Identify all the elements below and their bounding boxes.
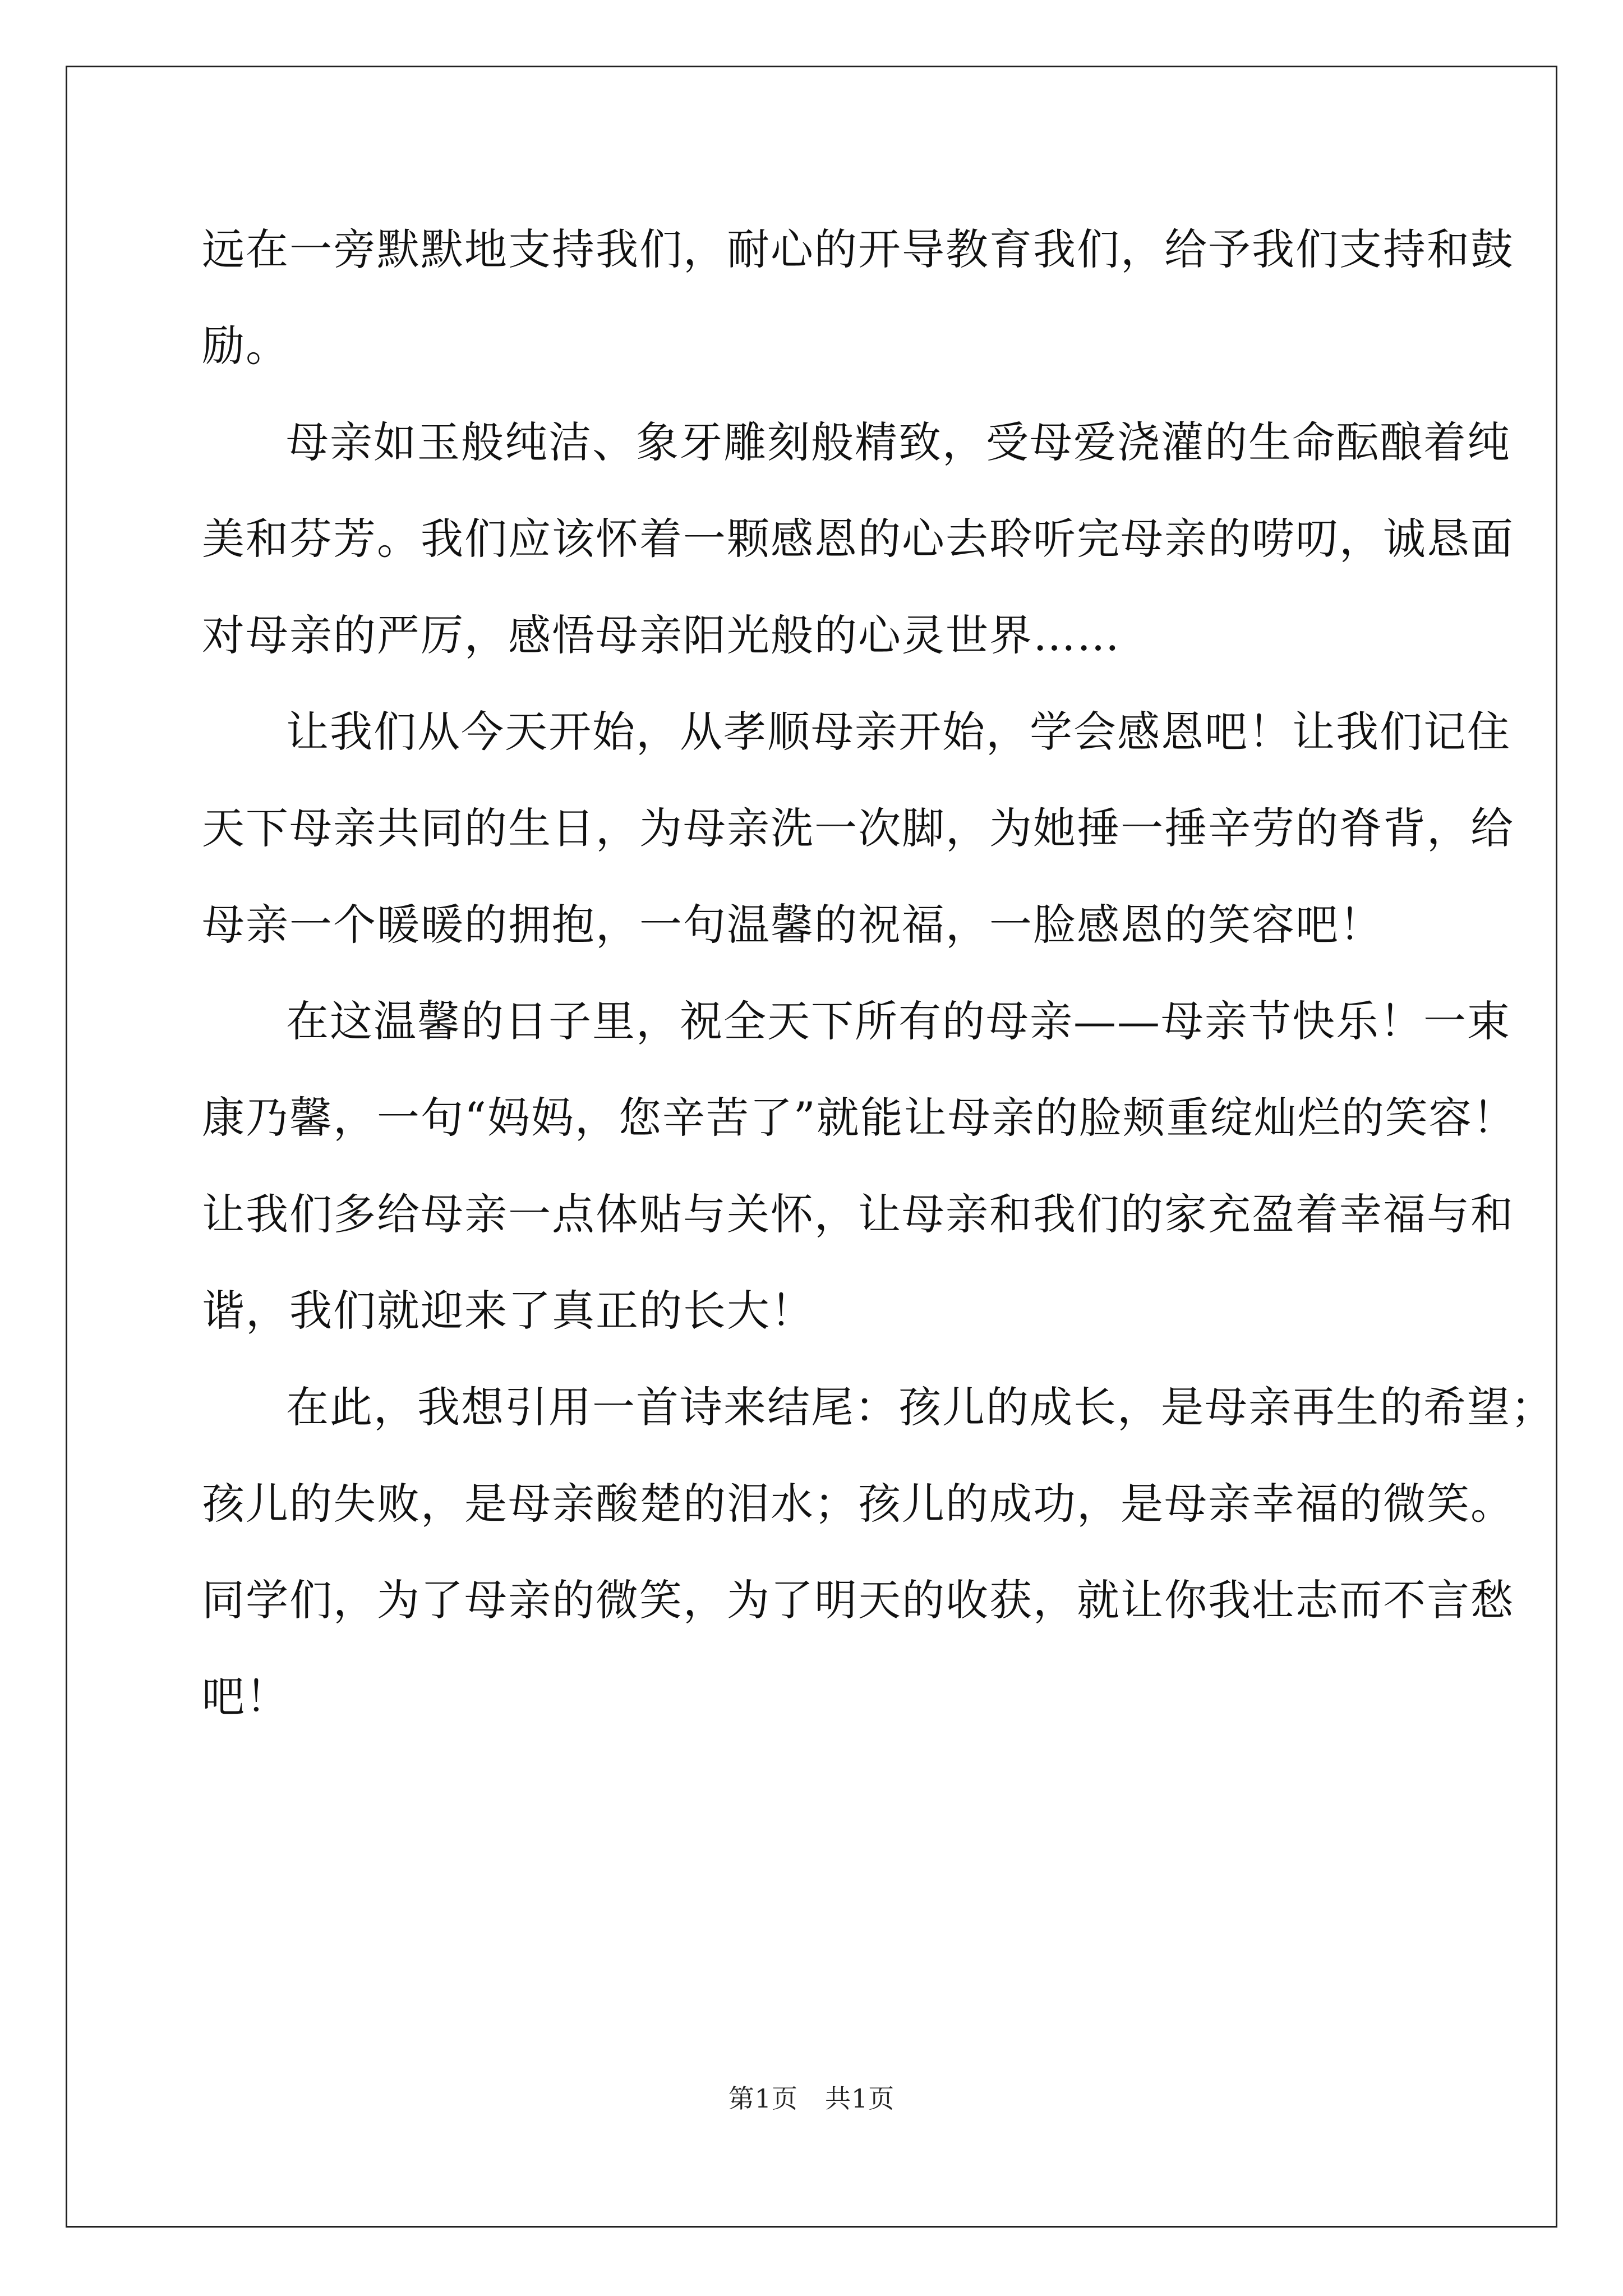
paragraph-start-line: 在此，我想引用一首诗来结尾：孩儿的成长，是母亲再生的希望； bbox=[286, 1382, 1555, 1432]
text-line: 让我们多给母亲一点体贴与关怀，让母亲和我们的家充盈着幸福与和 bbox=[202, 1189, 1514, 1239]
text-line: 励。 bbox=[202, 321, 289, 371]
text-line: 孩儿的失败，是母亲酸楚的泪水；孩儿的成功，是母亲幸福的微笑。 bbox=[202, 1479, 1514, 1529]
page-total: 共1页 bbox=[825, 2083, 895, 2114]
document-body bbox=[202, 216, 1555, 1760]
text-line: 美和芬芳。我们应该怀着一颗感恩的心去聆听完母亲的唠叨，诚恳面 bbox=[202, 514, 1514, 564]
paragraph-start-line: 在这温馨的日子里，祝全天下所有的母亲——母亲节快乐！一束 bbox=[286, 996, 1511, 1046]
text-line: 谐，我们就迎来了真正的长大！ bbox=[202, 1286, 814, 1336]
text-line: 吧！ bbox=[202, 1672, 289, 1722]
text-line: 康乃馨，一句“妈妈，您辛苦了”就能让母亲的脸颊重绽灿烂的笑容！ bbox=[202, 1093, 1516, 1143]
paragraph-start-line: 母亲如玉般纯洁、象牙雕刻般精致，受母爱浇灌的生命酝酿着纯 bbox=[286, 417, 1511, 467]
page-footer bbox=[0, 2078, 1623, 2115]
paragraph-start-line: 让我们从今天开始，从孝顺母亲开始，学会感恩吧！让我们记住 bbox=[286, 707, 1511, 757]
text-line: 同学们，为了母亲的微笑，为了明天的收获，就让你我壮志而不言愁 bbox=[202, 1575, 1514, 1625]
page-number: 第1页 bbox=[728, 2083, 798, 2114]
text-line: 天下母亲共同的生日，为母亲洗一次脚，为她捶一捶辛劳的脊背，给 bbox=[202, 803, 1514, 853]
text-line: 对母亲的严厉，感悟母亲阳光般的心灵世界…… bbox=[202, 610, 1121, 660]
text-line: 远在一旁默默地支持我们，耐心的开导教育我们，给予我们支持和鼓 bbox=[202, 224, 1514, 274]
text-line: 母亲一个暖暖的拥抱，一句温馨的祝福，一脸感恩的笑容吧！ bbox=[202, 900, 1383, 950]
